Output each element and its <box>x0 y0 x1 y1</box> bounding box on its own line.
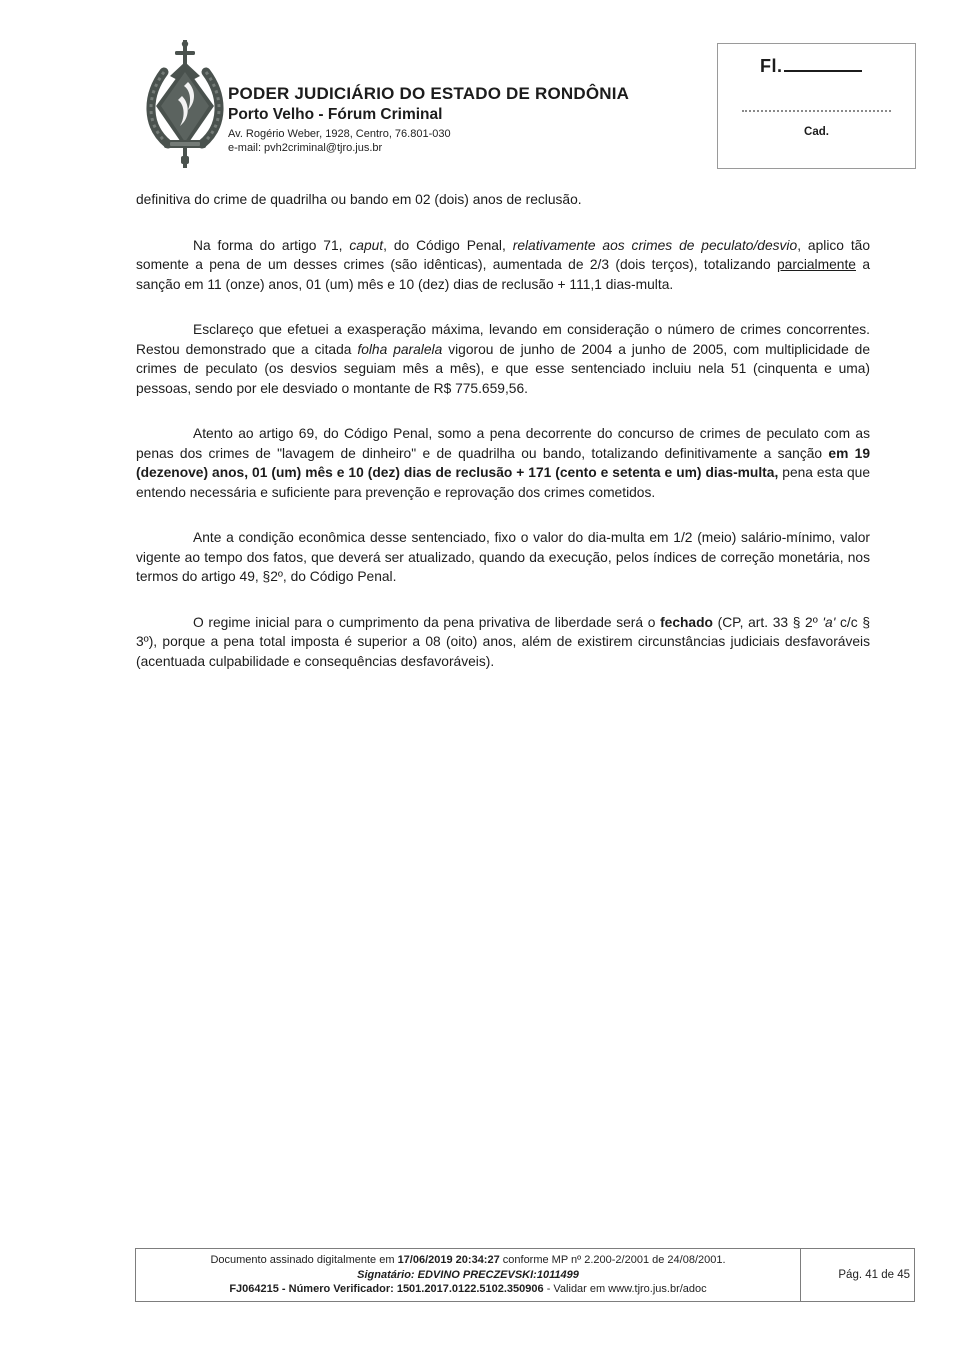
folio-blank-line <box>784 70 862 72</box>
document-body <box>136 190 870 697</box>
org-email: e-mail: pvh2criminal@tjro.jus.br <box>228 142 383 154</box>
paragraph: O regime inicial para o cumprimento da pena privativa de liberdade será o fechado (CP, art. 33 § 2º 'a' c/c § 3º), porque a pena total imposta é superior a 08 (oito) anos, além de existirem circunstâncias judiciais desfavoráveis (acentuada culpabilidade e consequências desfavoráveis). <box>136 614 870 669</box>
signature-text <box>136 1249 801 1301</box>
rondonia-coat-of-arms-icon <box>140 38 230 172</box>
folio-label: Fl. <box>760 56 862 77</box>
signature-line-2: Signatário: EDVINO PRECZEVSKI:1011499 <box>357 1268 579 1281</box>
header <box>228 84 708 154</box>
paragraph: Atento ao artigo 69, do Código Penal, somo a pena decorrente do concurso de crimes de peculato com as penas dos crimes de "lavagem de dinheiro" e de quadrilha ou bando, totalizando definitivamente a sanção em 19 (dezenove) anos, 01 (um) mês e 10 (dez) dias de reclusão + 171 (cento e setenta e um) dias-multa, pena esta que entendo necessária e suficiente para prevenção e reprovação dos crimes cometidos. <box>136 426 871 500</box>
folio-box <box>717 43 916 169</box>
org-address: Av. Rogério Weber, 1928, Centro, 76.801-030 <box>228 128 451 140</box>
signature-line-3: FJ064215 - Número Verificador: 1501.2017.0122.5102.350906 - Validar em www.tjro.jus.br/adoc <box>229 1283 707 1296</box>
org-name: PODER JUDICIÁRIO DO ESTADO DE RONDÔNIA <box>228 84 630 103</box>
paragraph: Na forma do artigo 71, caput, do Código Penal, relativamente aos crimes de peculato/desvio, aplico tão somente a pena de um desses crimes (são idênticas), aumentada de 2/3 (dois terços), totalizando parcialmente a sanção em 11 (onze) anos, 01 (um) mês e 10 (dez) dias de reclusão + 111,1 dias-multa. <box>136 237 871 292</box>
org-unit: Porto Velho - Fórum Criminal <box>228 106 443 123</box>
paragraph: Esclareço que efetuei a exasperação máxima, levando em consideração o número de crimes concorrentes. Restou demonstrado que a citada folha paralela vigorou de junho de 2004 a junho de 2005, com multiplicidade de crimes de peculato (os desvios seguiam mês a mês), e que esse sentenciado incluiu nela 51 (cinquenta e uma) pessoas, sendo por ele desviado o montante de R$ 775.659,56. <box>136 322 871 396</box>
paragraph: Ante a condição econômica desse sentenciado, fixo o valor do dia-multa em 1/2 (meio) salário-mínimo, valor vigente ao tempo dos fatos, que deverá ser atualizado, quando da execução, pelos índices de correção monetária, nos termos do artigo 49, §2º, do Código Penal. <box>136 530 870 584</box>
cad-label: Cad. <box>804 126 829 138</box>
signature-line-1: Documento assinado digitalmente em 17/06/2019 20:34:27 conforme MP nº 2.200-2/2001 de 24/08/2001. <box>210 1254 726 1267</box>
signature-footer <box>135 1248 915 1302</box>
page-indicator: Pág. 41 de 45 <box>838 1269 910 1281</box>
paragraph: definitiva do crime de quadrilha ou bando em 02 (dois) anos de reclusão. <box>136 192 582 207</box>
folio-dashed-line <box>742 110 891 112</box>
